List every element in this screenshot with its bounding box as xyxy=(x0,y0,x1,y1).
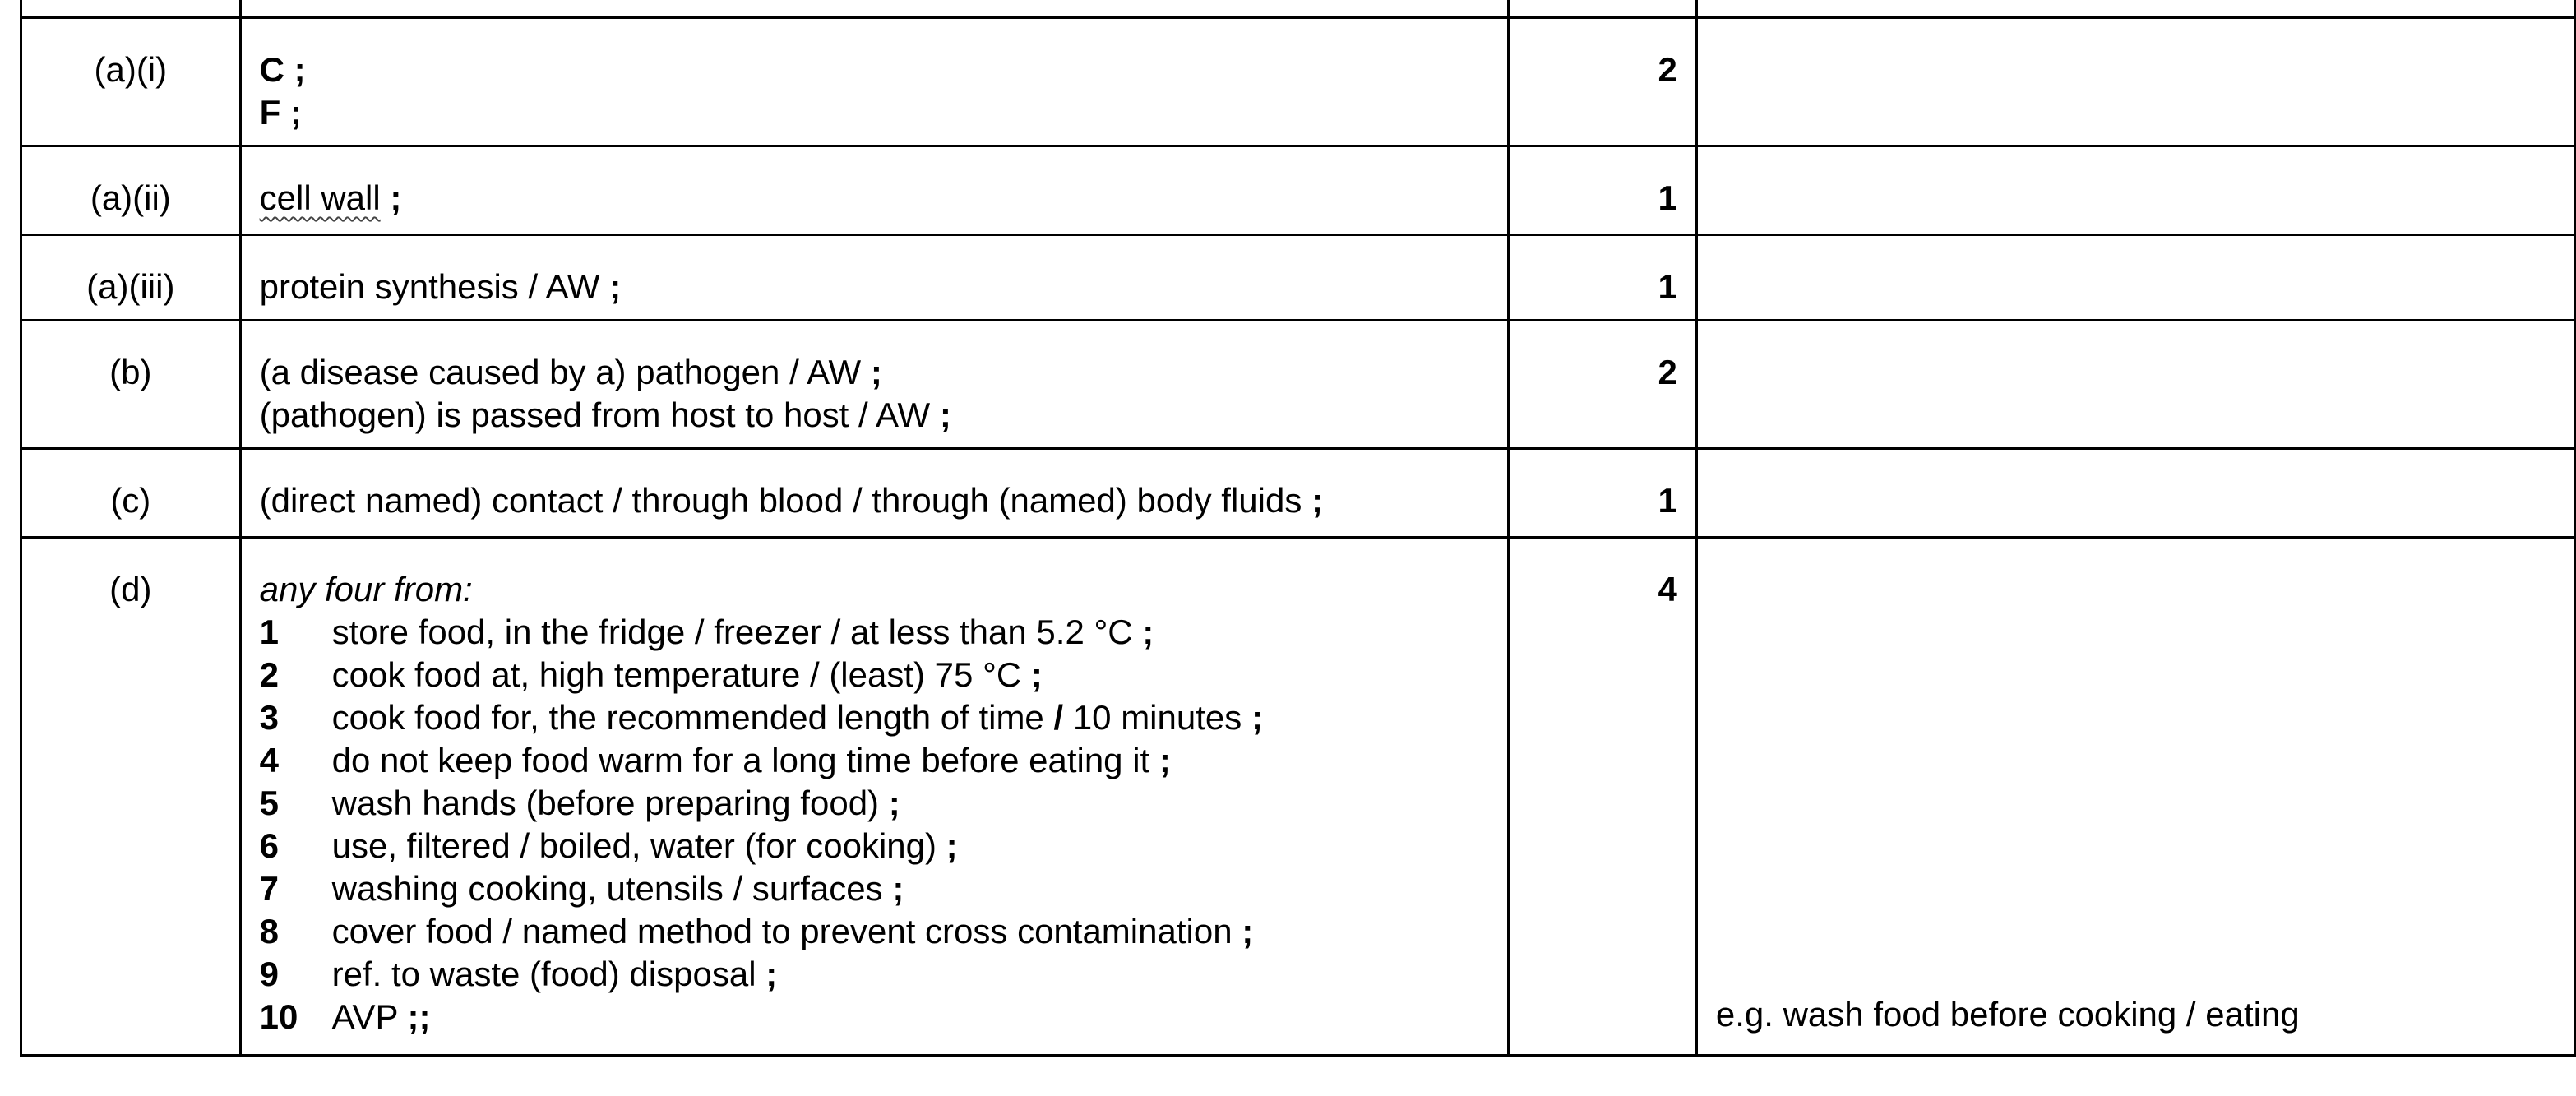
guidance-cell xyxy=(1696,321,2574,449)
marks-value: 4 xyxy=(1508,538,1696,1056)
marks-value: 2 xyxy=(1508,18,1696,146)
answer-line: F ; xyxy=(259,93,302,132)
question-number: (d) xyxy=(21,538,241,1056)
answer-line: (pathogen) is passed from host to host / AW ; xyxy=(259,395,951,434)
question-number: (c) xyxy=(21,449,241,538)
marking-point: 1 store food, in the fridge / freezer / at less than 5.2 °C ; xyxy=(259,613,1154,651)
marking-point: 7 washing cooking, utensils / surfaces ; xyxy=(259,869,904,908)
mark-point-semicolon: ; xyxy=(609,267,622,306)
answer-cell xyxy=(240,321,1508,449)
guidance-cell xyxy=(1696,538,2574,1056)
answer-cell xyxy=(240,235,1508,321)
question-number: (a)(i) xyxy=(21,18,241,146)
question-number: (a)(iii) xyxy=(21,235,241,321)
guidance-cell xyxy=(1696,0,2574,18)
question-number: (b) xyxy=(21,321,241,449)
mark-scheme-table xyxy=(20,0,2576,1057)
answer-cell xyxy=(240,18,1508,146)
table-row xyxy=(21,0,2575,18)
guidance-cell xyxy=(1696,235,2574,321)
guidance-text: e.g. wash food before cooking / eating xyxy=(1715,995,2300,1034)
question-cell xyxy=(21,0,241,18)
answer-text: protein synthesis / AW xyxy=(259,267,600,306)
mark-point-semicolon: ; xyxy=(1311,481,1324,520)
marks-value: 2 xyxy=(1508,321,1696,449)
answer-cell xyxy=(240,146,1508,235)
marks-value: 1 xyxy=(1508,235,1696,321)
mark-point-semicolon: ; xyxy=(390,178,402,217)
marking-point: 6 use, filtered / boiled, water (for cooking) ; xyxy=(259,826,958,865)
answer-line: (a disease caused by a) pathogen / AW ; xyxy=(259,353,882,391)
table-row xyxy=(21,321,2575,449)
any-four-label: any four from: xyxy=(259,570,473,608)
marking-point: 5 wash hands (before preparing food) ; xyxy=(259,784,900,822)
marking-point: 9 ref. to waste (food) disposal ; xyxy=(259,955,778,993)
answer-text: cell wall xyxy=(259,178,381,217)
table-row xyxy=(21,538,2575,1056)
answer-cell xyxy=(240,538,1508,1056)
marking-point: 8 cover food / named method to prevent cross contamination ; xyxy=(259,912,1254,950)
marking-point: 2 cook food at, high temperature / (least) 75 °C ; xyxy=(259,655,1043,694)
guidance-cell xyxy=(1696,18,2574,146)
question-number: (a)(ii) xyxy=(21,146,241,235)
marks-value: 1 xyxy=(1508,146,1696,235)
marking-point: 10 AVP ;; xyxy=(259,997,431,1036)
table-row xyxy=(21,449,2575,538)
guidance-cell xyxy=(1696,146,2574,235)
answer-line: C ; xyxy=(259,50,306,89)
marking-point: 4 do not keep food warm for a long time before eating it ; xyxy=(259,741,1171,779)
answer-text: (direct named) contact / through blood / through (named) body fluids xyxy=(259,481,1302,520)
marks-cell xyxy=(1508,0,1696,18)
guidance-cell xyxy=(1696,449,2574,538)
answer-cell xyxy=(240,449,1508,538)
answer-cell xyxy=(240,0,1508,18)
table-row xyxy=(21,146,2575,235)
marking-point: 3 cook food for, the recommended length of time / 10 minutes ; xyxy=(259,698,1263,737)
marks-value: 1 xyxy=(1508,449,1696,538)
table-row xyxy=(21,235,2575,321)
table-row xyxy=(21,18,2575,146)
